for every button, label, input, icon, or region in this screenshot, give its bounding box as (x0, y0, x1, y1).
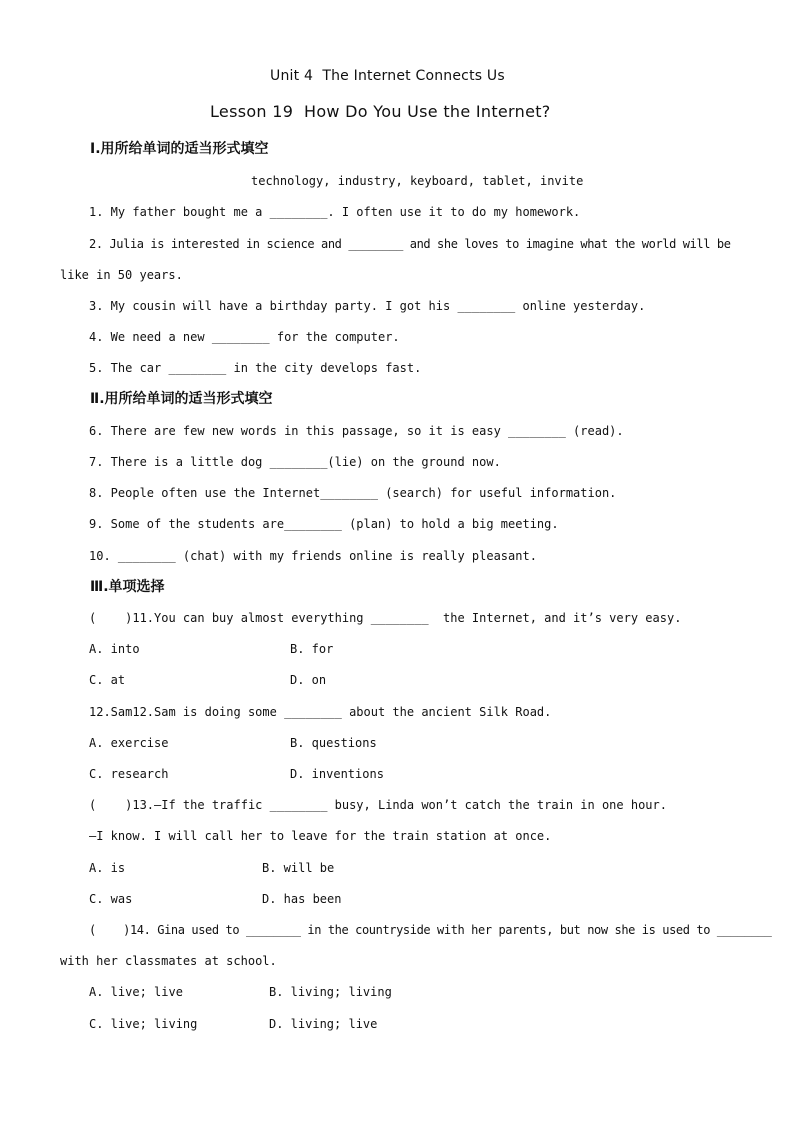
question-12-option-d: D. inventions (290, 767, 384, 781)
question-13-option-a: A. is (89, 861, 126, 875)
unit-title: Unit 4 The Internet Connects Us (270, 68, 505, 84)
section-3-heading: Ⅲ.单项选择 (90, 579, 165, 595)
question-13-option-c: C. was (89, 892, 133, 906)
question-12-option-c: C. research (89, 767, 169, 781)
question-11-option-c: C. at (89, 673, 126, 687)
question-14-option-a: A. live; live (89, 985, 183, 999)
question-11-option-b: B. for (290, 642, 334, 656)
section-1-heading: Ⅰ.用所给单词的适当形式填空 (90, 141, 269, 157)
lesson-title: Lesson 19 How Do You Use the Internet? (210, 102, 551, 121)
question-14-continued: with her classmates at school. (60, 954, 277, 968)
question-5: 5. The car ________ in the city develops fast. (89, 361, 422, 375)
question-6: 6. There are few new words in this passage, so it is easy ________ (read). (89, 424, 624, 438)
question-14: ( )14. Gina used to ________ in the countryside with her parents, but now she is used to ________ (89, 923, 772, 937)
question-11: ( )11.You can buy almost everything ________ the Internet, and it’s very easy. (89, 611, 682, 625)
question-4: 4. We need a new ________ for the computer. (89, 330, 400, 344)
question-2: 2. Julia is interested in science and ________ and she loves to imagine what the world will be (89, 237, 731, 251)
question-13-option-b: B. will be (262, 861, 335, 875)
question-12-option-b: B. questions (290, 736, 377, 750)
question-12: 12.Sam12.Sam is doing some ________ about the ancient Silk Road. (89, 705, 552, 719)
question-3: 3. My cousin will have a birthday party. I got his ________ online yesterday. (89, 299, 646, 313)
question-11-option-a: A. into (89, 642, 140, 656)
question-13: ( )13.—If the traffic ________ busy, Linda won’t catch the train in one hour. (89, 798, 667, 812)
question-1: 1. My father bought me a ________. I often use it to do my homework. (89, 205, 581, 219)
question-2-continued: like in 50 years. (60, 268, 183, 282)
question-7: 7. There is a little dog ________(lie) on the ground now. (89, 455, 501, 469)
section-2-heading: Ⅱ.用所给单词的适当形式填空 (90, 391, 273, 407)
question-14-option-b: B. living; living (269, 985, 392, 999)
question-14-option-c: C. live; living (89, 1017, 198, 1031)
word-bank: technology, industry, keyboard, tablet, invite (251, 174, 584, 188)
question-9: 9. Some of the students are________ (plan) to hold a big meeting. (89, 517, 559, 531)
question-8: 8. People often use the Internet________ (search) for useful information. (89, 486, 617, 500)
question-14-option-d: D. living; live (269, 1017, 378, 1031)
question-13-response: —I know. I will call her to leave for the train station at once. (89, 829, 552, 843)
question-13-option-d: D. has been (262, 892, 342, 906)
question-12-option-a: A. exercise (89, 736, 169, 750)
question-11-option-d: D. on (290, 673, 327, 687)
question-10: 10. ________ (chat) with my friends online is really pleasant. (89, 549, 537, 563)
